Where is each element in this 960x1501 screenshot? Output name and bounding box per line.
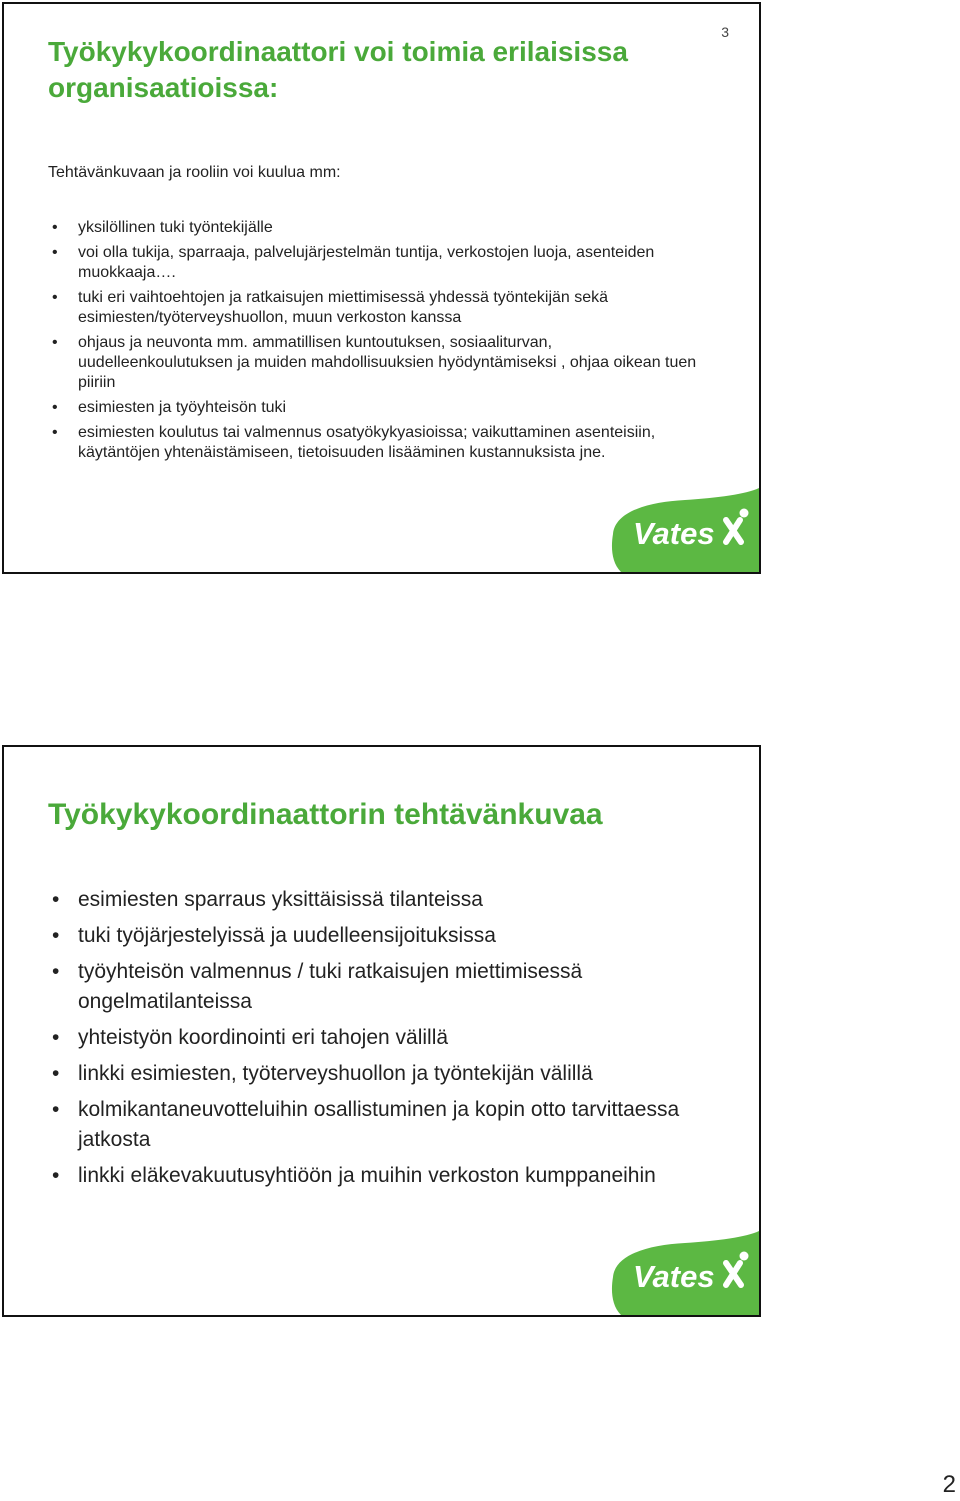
list-item (48, 921, 708, 951)
logo-text: Vates (633, 516, 715, 551)
bullet-icon: • (52, 1164, 60, 1187)
list-item-text: tuki eri vaihtoehtojen ja ratkaisujen miettimisessä yhdessä työntekijän sekä esimiesten/työterveyshuollon, muun verkoston kanssa (78, 289, 609, 326)
page-number: 2 (942, 1471, 956, 1498)
slide-intro: Tehtävänkuvaan ja rooliin voi kuulua mm: (48, 164, 341, 181)
bullet-icon: • (52, 924, 60, 947)
list-item-text: linkki esimiesten, työterveyshuollon ja työntekijän välillä (78, 1062, 593, 1085)
bullet-list (48, 218, 708, 468)
list-item-text: kolmikantaneuvotteluihin osallistuminen ja kopin otto tarvittaessa jatkosta (78, 1098, 680, 1151)
bullet-icon: • (52, 289, 58, 306)
slide-number: 3 (721, 24, 729, 40)
list-item (48, 885, 708, 915)
bullet-icon: • (52, 244, 58, 261)
list-item-text: ohjaus ja neuvonta mm. ammatillisen kuntoutuksen, sosiaaliturvan, uudelleenkoulutuksen ja muiden mahdollisuuksien hyödyntämiseksi , ohjaa oikean tuen piiriin (78, 334, 697, 391)
list-item-text: voi olla tukija, sparraaja, palvelujärjestelmän tuntija, verkostojen luoja, asenteiden muokkaaja…. (78, 244, 655, 281)
list-item-text: yksilöllinen tuki työntekijälle (78, 219, 273, 236)
slide-title: Työkykykoordinaattorin tehtävänkuvaa (48, 798, 603, 831)
list-item (48, 288, 708, 328)
bullet-icon: • (52, 424, 58, 441)
vates-logo (607, 1231, 759, 1315)
bullet-list (48, 885, 708, 1197)
list-item (48, 218, 708, 238)
list-item (48, 957, 708, 1017)
list-item (48, 1095, 708, 1155)
list-item-text: esimiesten koulutus tai valmennus osatyökykyasioissa; vaikuttaminen asenteisiin, käytäntöjen yhtenäistämiseen, tietoisuuden lisääminen kustannuksista jne. (78, 424, 656, 461)
vates-logo (607, 488, 759, 572)
list-item-text: linkki eläkevakuutusyhtiöön ja muihin verkoston kumppaneihin (78, 1164, 656, 1187)
list-item (48, 1161, 708, 1191)
list-item-text: esimiesten sparraus yksittäisissä tilanteissa (78, 888, 483, 911)
bullet-icon: • (52, 334, 58, 351)
bullet-icon: • (52, 219, 58, 236)
slide-1 (2, 2, 761, 574)
bullet-icon: • (52, 1098, 60, 1121)
bullet-icon: • (52, 1062, 60, 1085)
bullet-icon: • (52, 399, 58, 416)
list-item (48, 398, 708, 418)
logo-text: Vates (633, 1259, 715, 1294)
list-item (48, 1059, 708, 1089)
slide-2 (2, 745, 761, 1317)
list-item (48, 423, 708, 463)
list-item-text: yhteistyön koordinointi eri tahojen välillä (78, 1026, 449, 1049)
list-item (48, 243, 708, 283)
bullet-icon: • (52, 960, 60, 983)
figure-head-icon (740, 509, 749, 518)
list-item-text: tuki työjärjestelyissä ja uudelleensijoituksissa (78, 924, 496, 947)
list-item (48, 1023, 708, 1053)
list-item-text: työyhteisön valmennus / tuki ratkaisujen miettimisessä ongelmatilanteissa (78, 960, 583, 1013)
bullet-icon: • (52, 1026, 60, 1049)
slide-title: Työkykykoordinaattori voi toimia erilaisissa organisaatioissa: (48, 36, 628, 104)
bullet-icon: • (52, 888, 60, 911)
list-item (48, 333, 708, 393)
figure-head-icon (740, 1252, 749, 1261)
list-item-text: esimiesten ja työyhteisön tuki (78, 399, 287, 416)
